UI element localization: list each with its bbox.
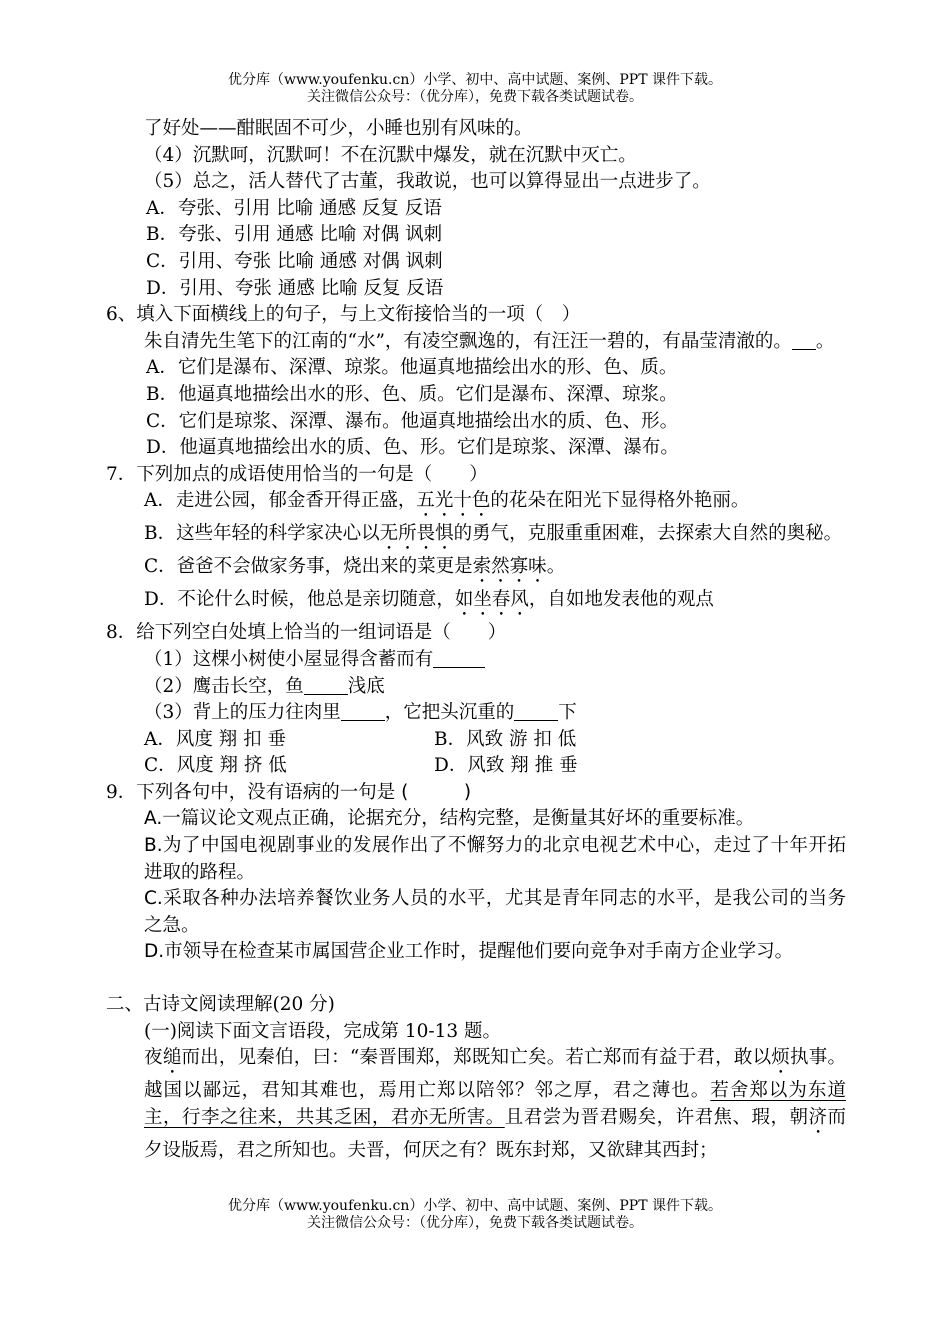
q7-option-a <box>106 488 846 521</box>
classical-passage <box>106 1045 846 1164</box>
q8-option-c: C．风度 翔 挤 低 <box>144 755 287 777</box>
header-line-2: 关注微信公众号：（优分库），免费下载各类试题试卷。 <box>307 89 643 105</box>
q8-s3-text-end: 下 <box>558 702 577 724</box>
q9-stem-text: 9．下列各句中，没有语病的一句是 <box>106 781 402 803</box>
q9-d-text: 市领导在检查某市属国营企业工作时，提醒他们要向竞争对手南方企业学习。 <box>164 941 794 963</box>
q5-option-d: D．引用、夸张 通感 比喻 反复 反语 <box>146 277 444 299</box>
q7-b-text-end: 的勇气，克服重重困难，去探索大自然的奥秘。 <box>453 523 843 545</box>
q9-stem <box>106 780 846 807</box>
q8-sentence-1 <box>106 647 846 674</box>
page-footer <box>0 1198 950 1232</box>
q8-option-d: D．风致 翔 推 垂 <box>434 755 578 777</box>
q9-option-d <box>106 939 846 966</box>
footer-line-2: 关注微信公众号：（优分库），免费下载各类试题试卷。 <box>307 1215 643 1231</box>
q9-d-letter: D. <box>144 941 165 963</box>
q9-b-letter: B. <box>144 835 163 857</box>
q8-blank-4 <box>514 702 558 721</box>
passage-text-3: 执事。越国以鄙远，君知其难也，焉用亡郑以陪邻？邻之厚，君之薄也。 <box>144 1047 846 1102</box>
passage-text-2: 而出，见秦伯，曰：“秦晋围郑，郑既知亡矣。若亡郑而有益于君，敢以 <box>181 1047 772 1069</box>
q6-answer-blank <box>792 331 816 350</box>
q6-option-d: D．他逼真地描绘出水的质、色、形。它们是琼浆、深潭、瀑布。 <box>146 437 679 459</box>
q6-option-a: A．它们是瀑布、深潭、琼浆。他逼真地描绘出水的形、色、质。 <box>146 357 678 379</box>
passage-underlined-sentence: 若舍郑以为东道主，行李之往来，共其乏困，君亦无所害。 <box>144 1080 846 1128</box>
q7-a-dotted-idiom: 五光十色 <box>416 490 491 512</box>
q6-passage-text: 朱自清先生笔下的江南的“水”，有凌空飘逸的，有汪汪一碧的，有晶莹清澈的。 <box>144 330 792 352</box>
q6-option-b: B．他逼真地描绘出水的形、色、质。它们是瀑布、深潭、琼浆。 <box>146 383 678 405</box>
q9-b-text: 为了中国电视剧事业的发展作出了不懈努力的北京电视艺术中心，走过了十年开拓进取的路程。 <box>144 835 846 883</box>
q8-option-a: A．风度 翔 扣 垂 <box>144 728 287 750</box>
q7-option-d <box>106 587 846 620</box>
q6-passage <box>106 329 846 356</box>
q8-options-row-2 <box>106 753 846 780</box>
section-2-subtitle: (一)阅读下面文言语段，完成第 10-13 题。 <box>144 1020 502 1042</box>
q6-stem: 6、填入下面横线上的句子，与上文衔接恰当的一项（ ） <box>106 304 581 326</box>
q9-a-text: 一篇议论文观点正确，论据充分，结构完整，是衡量其好坏的重要标准。 <box>162 808 755 830</box>
q7-d-text-end: ，自如地发表他的观点 <box>528 589 714 611</box>
q9-c-text: 采取各种办法培养餐饮业务人员的水平，尤其是青年同志的水平，是我公司的当务之急。 <box>144 888 846 936</box>
q7-c-dotted-idiom: 索然寡味 <box>472 556 547 578</box>
q7-b-dotted-idiom: 无所畏惧 <box>379 523 454 545</box>
q7-stem: 7．下列加点的成语使用恰当的一句是（ ） <box>106 463 488 485</box>
q5-continuation: 了好处——酣眠固不可少，小睡也别有风味的。 <box>144 118 533 139</box>
q6-option-c: C．它们是琼浆、深潭、瀑布。他逼真地描绘出水的质、色、形。 <box>146 410 679 432</box>
header-line-1: 优分库（www.youfenku.cn）小学、初中、高中试题、案例、PPT 课件下载。 <box>227 72 722 88</box>
q7-d-text: D．不论什么时候，他总是亲切随意， <box>144 589 455 611</box>
q8-s3-text: （3）背上的压力往肉里 <box>144 702 341 724</box>
q5-option-a: A．夸张、引用 比喻 通感 反复 反语 <box>146 197 442 219</box>
section-spacer <box>106 966 846 992</box>
q7-option-b <box>106 521 846 554</box>
q6-passage-end: 。 <box>815 330 835 352</box>
q7-c-text-end: 。 <box>546 556 566 578</box>
q8-options-row-1 <box>106 727 846 754</box>
q8-sentence-2 <box>106 674 846 701</box>
q8-stem: 8．给下列空白处填上恰当的一组词语是（ ） <box>106 622 507 644</box>
q8-option-b: B．风致 游 扣 低 <box>434 728 577 750</box>
q8-blank-3 <box>341 702 385 721</box>
q5-option-c: C．引用、夸张 比喻 通感 对偶 讽刺 <box>146 250 443 272</box>
q8-s2-text-end: 浅底 <box>347 675 385 697</box>
q9-option-c <box>106 886 846 939</box>
passage-text-4: 且君尝为晋君赐矣，许君焦、瑕，朝 <box>504 1106 809 1128</box>
q5-option-b: B．夸张、引用 通感 比喻 对偶 讽刺 <box>146 224 443 246</box>
q8-sentence-3 <box>106 700 846 727</box>
q9-a-letter: A. <box>144 808 163 830</box>
q7-d-dotted-idiom: 如坐春风 <box>454 589 529 611</box>
q7-a-text: A．走进公园，郁金香开得正盛， <box>144 490 417 512</box>
passage-dotted-char-1: 缒 <box>162 1047 182 1069</box>
q9-answer-paren: ( ) <box>401 781 472 803</box>
q9-option-a <box>106 806 846 833</box>
document-body <box>106 116 846 1164</box>
q5-sentence-5: （5）总之，活人替代了古董，我敢说，也可以算得显出一点进步了。 <box>144 171 711 193</box>
q7-c-text: C．爸爸不会做家务事，烧出来的菜更是 <box>144 556 473 578</box>
q8-blank-1 <box>433 649 485 668</box>
footer-line-1: 优分库（www.youfenku.cn）小学、初中、高中试题、案例、PPT 课件下载。 <box>227 1198 722 1214</box>
q8-s2-text: （2）鹰击长空，鱼 <box>144 675 304 697</box>
q8-blank-2 <box>304 676 348 695</box>
passage-dotted-char-2: 烦 <box>771 1047 791 1069</box>
section-2-title: 二、古诗文阅读理解(20 分) <box>106 994 335 1016</box>
q7-a-text-end: 的花朵在阳光下显得格外艳丽。 <box>490 490 750 512</box>
passage-dotted-char-3: 济 <box>808 1106 828 1128</box>
q5-sentence-4: （4）沉默呵，沉默呵！不在沉默中爆发，就在沉默中灭亡。 <box>144 144 637 166</box>
q7-b-text: B．这些年轻的科学家决心以 <box>144 523 380 545</box>
passage-text-5: 而夕设版焉，君之所知也。夫晋，何厌之有？既东封郑，又欲肆其西封； <box>144 1106 846 1161</box>
page-header <box>0 72 950 106</box>
q7-option-c <box>106 554 846 587</box>
q8-s1-text: （1）这棵小树使小屋显得含蓄而有 <box>144 648 434 670</box>
passage-text-1: 夜 <box>144 1047 163 1069</box>
q9-c-letter: C. <box>144 888 163 910</box>
q9-option-b <box>106 833 846 886</box>
q8-s3-text-mid: ，它把头沉重的 <box>384 702 515 724</box>
